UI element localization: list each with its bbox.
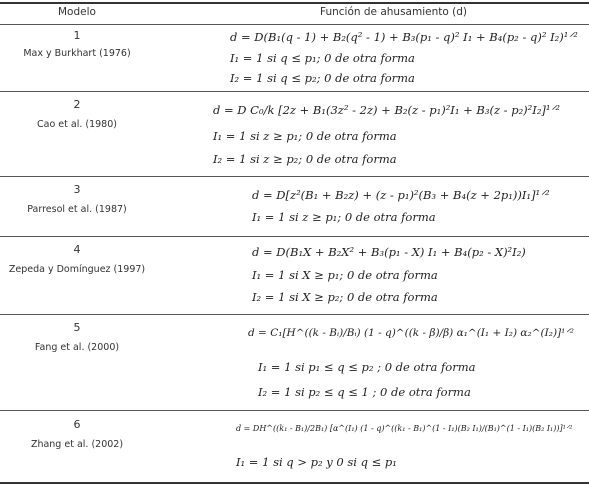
indicator-condition: I₁ = 1 si q ≤ p₁; 0 de otra forma bbox=[230, 51, 415, 65]
model-name: Zhang et al. (2002) bbox=[30, 439, 124, 450]
model-number: 2 bbox=[73, 98, 81, 111]
indicator-condition: I₁ = 1 si X ≥ p₁; 0 de otra forma bbox=[252, 268, 438, 282]
row-rule bbox=[0, 91, 589, 92]
indicator-condition: I₂ = 1 si q ≤ p₂; 0 de otra forma bbox=[230, 71, 415, 85]
row-rule bbox=[0, 410, 589, 411]
taper-equation: d = DH^((k₁ - B₁)/2B₁) [α^(I₁) (1 - q)^((k₁ - B₁)^(1 - I₁)(B₂ I₁)/(B₁)^(1 - I₁)(B₂ I₁))]¹ᐟ² bbox=[236, 424, 573, 433]
column-header-model: Modelo bbox=[58, 6, 96, 18]
model-name: Max y Burkhart (1976) bbox=[23, 48, 131, 59]
table-top-rule bbox=[0, 2, 589, 4]
row-rule bbox=[0, 314, 589, 315]
model-number: 6 bbox=[73, 418, 81, 431]
model-name: Cao et al. (1980) bbox=[37, 119, 117, 130]
model-number: 3 bbox=[73, 183, 81, 196]
model-number: 1 bbox=[73, 29, 81, 42]
model-name: Parresol et al. (1987) bbox=[27, 204, 127, 215]
indicator-condition: I₁ = 1 si z ≥ p₁; 0 de otra forma bbox=[252, 210, 436, 224]
row-rule bbox=[0, 176, 589, 177]
taper-equation: d = C₁[H^((k - Bᵢ)/Bᵢ) (1 - q)^((k - β)/β) α₁^(I₁ + I₂) α₂^(I₂)]¹ᐟ² bbox=[248, 327, 575, 339]
indicator-condition: I₂ = 1 si X ≥ p₂; 0 de otra forma bbox=[252, 290, 438, 304]
indicator-condition: I₁ = 1 si p₁ ≤ q ≤ p₂ ; 0 de otra forma bbox=[258, 360, 476, 374]
indicator-condition: I₂ = 1 si z ≥ p₂; 0 de otra forma bbox=[213, 152, 397, 166]
indicator-condition: I₁ = 1 si z ≥ p₁; 0 de otra forma bbox=[213, 129, 397, 143]
taper-equation: d = D(B₁(q - 1) + B₂(q² - 1) + B₃(p₁ - q)² I₁ + B₄(p₂ - q)² I₂)¹ᐟ² bbox=[230, 30, 578, 44]
model-number: 4 bbox=[73, 243, 81, 256]
taper-equation: d = D[z²(B₁ + B₂z) + (z - p₁)²(B₃ + B₄(z + 2p₁))I₁]¹ᐟ² bbox=[252, 188, 550, 202]
model-name: Fang et al. (2000) bbox=[34, 342, 120, 353]
model-number: 5 bbox=[73, 321, 81, 334]
indicator-condition: I₂ = 1 si p₂ ≤ q ≤ 1 ; 0 de otra forma bbox=[258, 385, 471, 399]
row-rule bbox=[0, 236, 589, 237]
table-bottom-rule bbox=[0, 482, 589, 484]
taper-equation: d = D(B₁X + B₂X² + B₃(p₁ - X) I₁ + B₄(p₂ - X)²I₂) bbox=[252, 245, 526, 259]
header-rule bbox=[0, 24, 589, 25]
indicator-condition: I₁ = 1 si q > p₂ y 0 si q ≤ p₁ bbox=[236, 455, 397, 469]
taper-equation: d = D C₀/k [2z + B₁(3z² - 2z) + B₂(z - p₁)²I₁ + B₃(z - p₂)²I₂]¹ᐟ² bbox=[213, 103, 561, 117]
model-name: Zepeda y Domínguez (1997) bbox=[8, 264, 146, 275]
column-header-function: Función de ahusamiento (d) bbox=[320, 6, 467, 18]
